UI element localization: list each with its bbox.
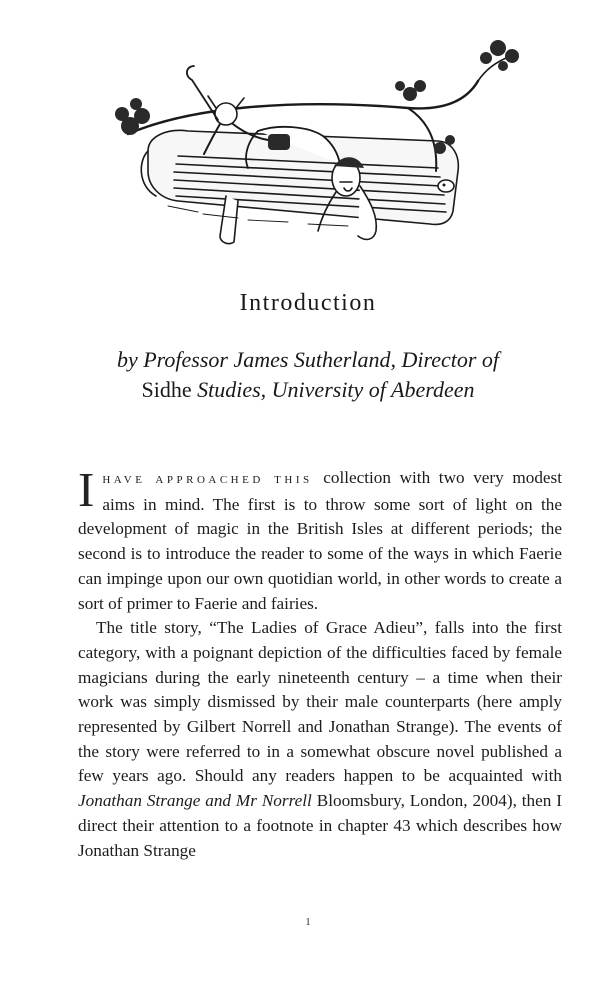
book-title-italic: Jonathan Strange and Mr Norrell <box>78 791 312 811</box>
woodcut-illustration <box>108 36 528 258</box>
lead-smallcaps: HAVE APPROACHED THIS <box>102 474 313 486</box>
chapter-title: Introduction <box>239 290 377 316</box>
author-byline <box>70 345 546 405</box>
fairies-on-book-drawing <box>108 36 528 258</box>
byline-sidhe: Sidhe <box>141 377 192 402</box>
page-number: 1 <box>305 916 311 928</box>
paragraph-1-text: collection with two very modest aims in mind. The first is to throw some sort of light on the development of magic in the British Isles at different periods; the second is to introduce the reader to some of the ways in which Faerie can impinge upon our own quotidian world, in other words to create a sort of primer to Faerie and fairies. <box>78 468 563 613</box>
paragraph-1 <box>78 462 563 616</box>
byline-line-2: Studies, University of Aberdeen <box>191 377 475 402</box>
paragraph-2-text-a: The title story, “The Ladies of Grace Adieu”, falls into the first category, with a poignant depiction of the difficulties faced by female magicians during the early nineteenth century – a time when their work was simply dismissed by their male counterparts (here amply represented by Gilbert Norrell and Jonathan Strange). The events of the story were referred to in a somewhat obscure novel published a few years ago. Should any readers happen to be acquainted with <box>78 618 562 786</box>
byline-line-1: by Professor James Sutherland, Director of <box>116 347 500 372</box>
body-text <box>78 462 563 863</box>
paragraph-2 <box>78 616 562 863</box>
paragraph-2-text-b: Bloomsbury, London, 2004), then I direct their attention to a footnote in chapter 43 which describes how Jonathan Strange <box>78 791 562 860</box>
drop-cap: I <box>78 462 95 517</box>
